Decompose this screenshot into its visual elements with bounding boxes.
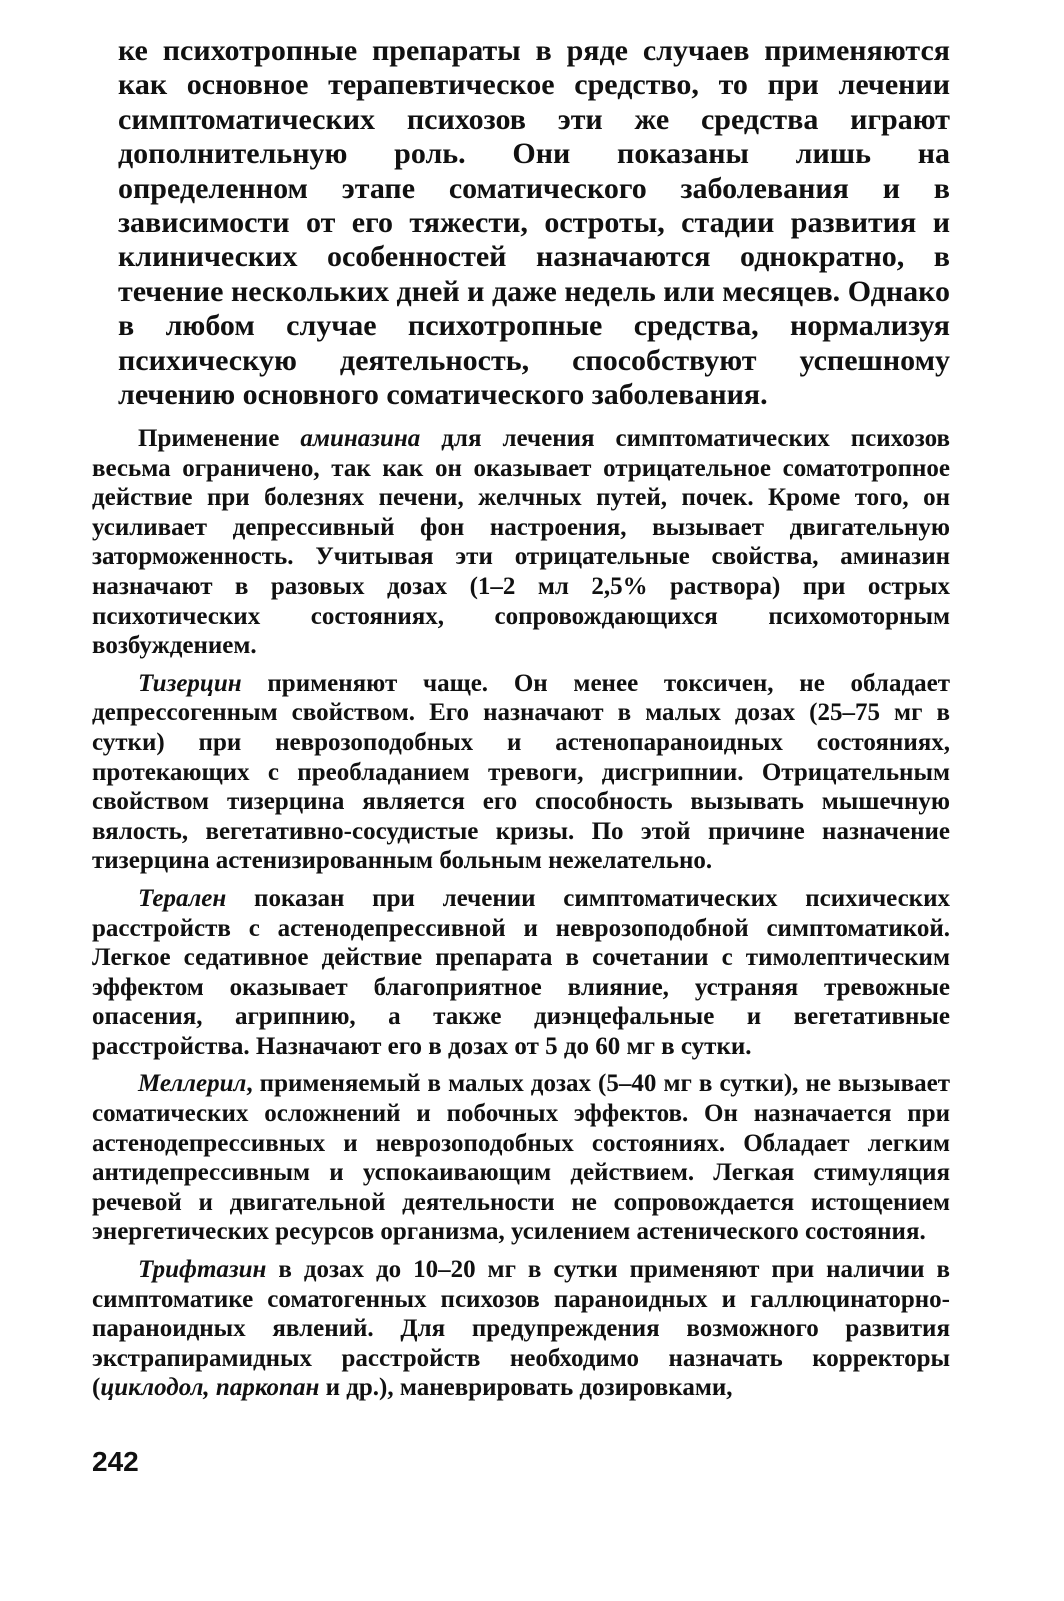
drug-name-melleril: Меллерил xyxy=(138,1070,247,1098)
intro-text-block xyxy=(118,34,950,412)
paragraph-tizercin xyxy=(92,669,950,876)
drug-name-teralen: Терален xyxy=(138,884,227,912)
drug-name-tizercin: Тизерцин xyxy=(138,669,242,697)
paragraph-body: в дозах до 10–20 мг в сутки применяют при наличии в симптоматике соматогенных психозов параноидных и галлюцинаторно-параноидных явлений. Для предупреждения возможного развития экстрапирамидных расстройств необходимо назначать корректоры ( xyxy=(92,1256,950,1402)
paragraph-body-end: и др.), маневрировать дозировками, xyxy=(319,1374,733,1402)
paragraph-aminazin xyxy=(92,424,950,661)
page-number: 242 xyxy=(92,1446,139,1477)
paragraph-lead: Применение xyxy=(138,425,301,452)
paragraph-triftazin xyxy=(92,1255,950,1403)
paragraph-body: , применяемый в малых дозах (5–40 мг в сутки), не вызывает соматических осложнений и побочных эффектов. Он назначается при астенодепрессивных и неврозоподобных состояниях. Обладает легким антидепрессивным и успокаивающим действием. Легкая стимуляция речевой и двигательной деятельности не сопровождается истощением энергетических ресурсов организма, усилением астенического состояния. xyxy=(92,1070,950,1246)
intro-paragraph: ке психотропные препараты в ряде случаев применяются как основное терапевтическое средство, то при лечении симптоматических психозов эти же средства играют дополнительную роль. Они показаны лишь на определенном этапе соматического заболевания и в зависимости от его тяжести, остроты, стадии развития и клинических особенностей назначаются однократно, в течение нескольких дней и даже недель или месяцев. Однако в любом случае психотропные средства, нормализуя психическую деятельность, способствуют успешному лечению основного соматического заболевания. xyxy=(118,34,950,412)
drug-name-triftazin: Трифтазин xyxy=(138,1256,267,1284)
drug-name-aminazin: аминазина xyxy=(300,425,421,452)
paragraph-body: применяют чаще. Он менее токсичен, не обладает депрессогенным свойством. Его назначают в малых дозах (25–75 мг в сутки) при неврозоподобных и астенопараноидных состояниях, протекающих с преобладанием тревоги, дисгрипнии. Отрицательным свойством тизерцина является его способность вызывать мышечную вялость, вегетативно-сосудистые кризы. По этой причине назначение тизерцина астенизированным больным нежелательно. xyxy=(92,669,950,875)
paragraph-body: показан при лечении симптоматических психических расстройств с астенодепрессивной и неврозоподобной симптоматикой. Легкое седативное действие препарата в сочетании с тимолептическим эффектом оказывает благоприятное влияние, устраняя тревожные опасения, агрипнию, а также диэнцефальные и вегетативные расстройства. Назначают его в дозах от 5 до 60 мг в сутки. xyxy=(92,884,950,1060)
paragraph-melleril xyxy=(92,1069,950,1247)
paragraph-teralen xyxy=(92,884,950,1062)
drug-name-correctors: циклодол, паркопан xyxy=(100,1374,320,1402)
paragraph-body: для лечения симптоматических психозов весьма ограничено, так как он оказывает отрицательное соматотропное действие при болезнях печени, желчных путей, почек. Кроме того, он усиливает депрессивный фон настроения, вызывает двигательную заторможенность. Учитывая эти отрицательные свойства, аминазин назначают в разовых дозах (1–2 мл 2,5% раствора) при острых психотических состояниях, сопровождающихся психомоторным возбуждением. xyxy=(92,425,950,660)
drug-descriptions-block xyxy=(92,424,950,1411)
